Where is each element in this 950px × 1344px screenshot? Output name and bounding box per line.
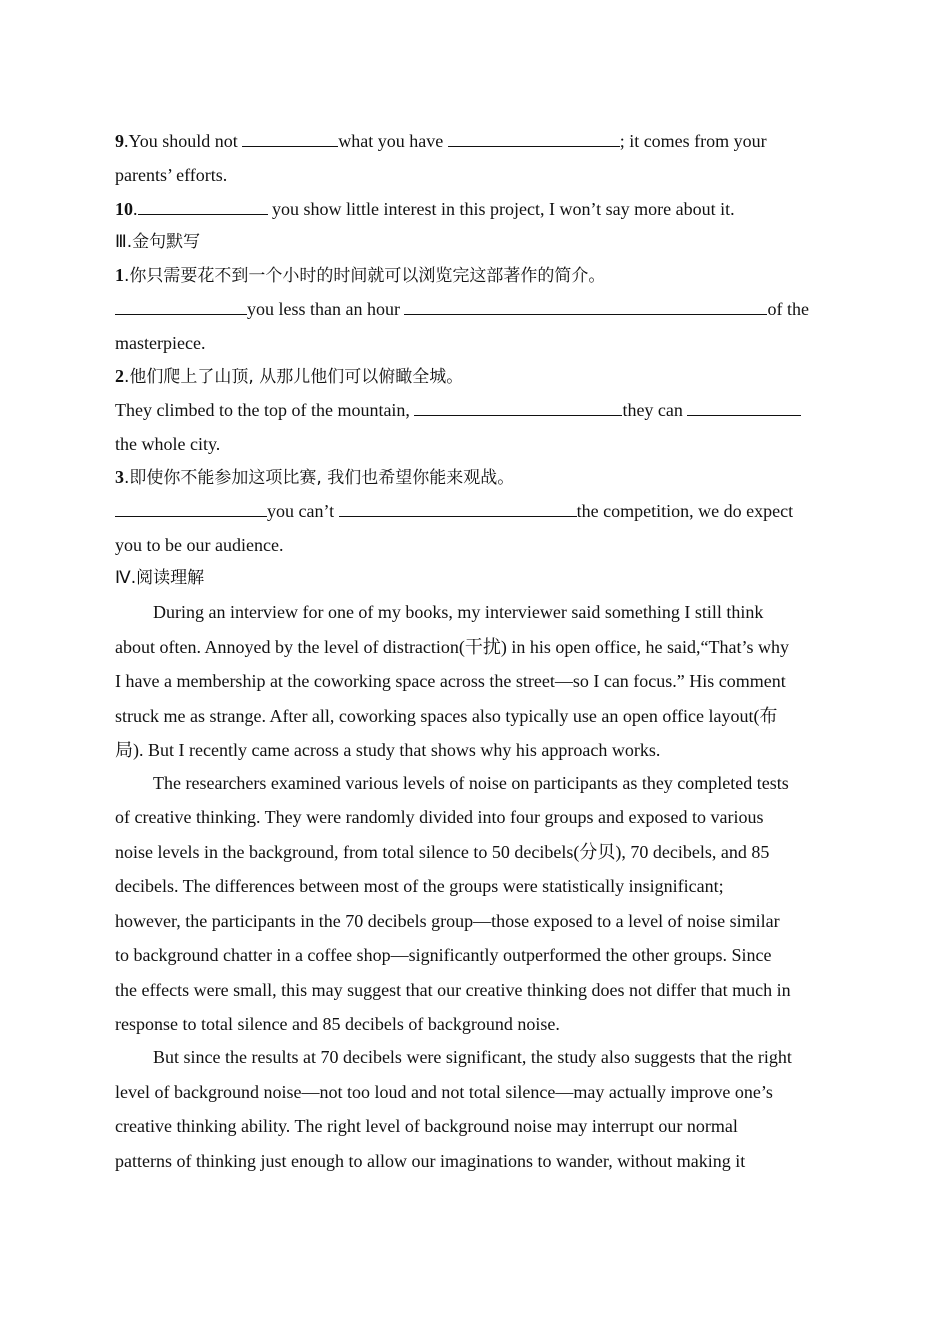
sentence-2-english-line-2 bbox=[115, 432, 840, 456]
sentence-2-text-c: the whole city. bbox=[115, 434, 221, 454]
sentence-1-chinese bbox=[115, 263, 840, 287]
sentence-2-text-b: they can bbox=[622, 400, 688, 420]
section-4-heading: Ⅳ.阅读理解 bbox=[115, 568, 205, 588]
sentence-2-blank-1[interactable] bbox=[414, 398, 622, 416]
passage-line: of creative thinking. They were randomly divided into four groups and exposed to various bbox=[115, 807, 764, 827]
question-9-line-1 bbox=[115, 129, 840, 153]
passage-line: During an interview for one of my books, my interviewer said something I still think bbox=[153, 602, 764, 622]
passage-line: to background chatter in a coffee shop—significantly outperformed the other groups. Since bbox=[115, 945, 772, 965]
passage-line: the effects were small, this may suggest that our creative thinking does not differ that much in bbox=[115, 980, 791, 1000]
section-3-heading: Ⅲ.金句默写 bbox=[115, 232, 201, 252]
passage-line: creative thinking ability. The right level of background noise may interrupt our normal bbox=[115, 1116, 738, 1136]
sentence-3-english-line-1 bbox=[115, 499, 840, 523]
question-9-number: 9 bbox=[115, 131, 124, 151]
question-9-blank-1[interactable] bbox=[242, 129, 338, 147]
passage-line: But since the results at 70 decibels were significant, the study also suggests that the right bbox=[153, 1047, 792, 1067]
passage-line: The researchers examined various levels of noise on participants as they completed tests bbox=[153, 773, 789, 793]
question-9-blank-2[interactable] bbox=[448, 129, 620, 147]
sentence-3-blank-1[interactable] bbox=[115, 499, 267, 517]
sentence-2-chinese-text: .他们爬上了山顶, 从那儿他们可以俯瞰全城。 bbox=[124, 367, 464, 387]
question-9-line-2 bbox=[115, 163, 840, 187]
sentence-3-english-line-2 bbox=[115, 533, 840, 557]
sentence-2-english-line-1 bbox=[115, 398, 840, 422]
passage-line: patterns of thinking just enough to allow our imaginations to wander, without making it bbox=[115, 1151, 746, 1171]
question-9-text-b: what you have bbox=[338, 131, 448, 151]
question-10-text-b: you show little interest in this project, I won’t say more about it. bbox=[267, 199, 735, 219]
passage-line: I have a membership at the coworking space across the street—so I can focus.” His comment bbox=[115, 671, 786, 691]
sentence-2-blank-2[interactable] bbox=[687, 398, 801, 416]
passage-line: level of background noise—not too loud and not total silence—may actually improve one’s bbox=[115, 1082, 773, 1102]
sentence-1-text-b: of the bbox=[767, 299, 809, 319]
sentence-1-english-line-2 bbox=[115, 331, 840, 355]
sentence-3-chinese bbox=[115, 465, 840, 489]
sentence-3-text-c: you to be our audience. bbox=[115, 535, 284, 555]
passage-line: about often. Annoyed by the level of distraction(干扰) in his open office, he said,“That’s why bbox=[115, 637, 790, 657]
question-10-number: 10 bbox=[115, 199, 133, 219]
question-9-text-a: .You should not bbox=[124, 131, 243, 151]
sentence-1-blank-2[interactable] bbox=[404, 297, 767, 315]
question-9-text-d: parents’ efforts. bbox=[115, 165, 228, 185]
sentence-1-text-c: masterpiece. bbox=[115, 333, 206, 353]
sentence-3-text-b: the competition, we do expect bbox=[576, 501, 794, 521]
passage-line: noise levels in the background, from total silence to 50 decibels(分贝), 70 decibels, and 85 bbox=[115, 842, 770, 862]
question-10-text-a: . bbox=[133, 199, 138, 219]
sentence-1-chinese-text: .你只需要花不到一个小时的时间就可以浏览完这部著作的简介。 bbox=[124, 266, 606, 286]
question-10-blank[interactable] bbox=[138, 197, 268, 215]
sentence-2-chinese bbox=[115, 364, 840, 388]
sentence-1-text-a: you less than an hour bbox=[247, 299, 405, 319]
sentence-3-number: 3 bbox=[115, 467, 124, 487]
sentence-3-chinese-text: .即使你不能参加这项比赛, 我们也希望你能来观战。 bbox=[124, 468, 515, 488]
sentence-3-blank-2[interactable] bbox=[339, 499, 577, 517]
passage-line: however, the participants in the 70 decibels group—those exposed to a level of noise similar bbox=[115, 911, 780, 931]
passage-line: response to total silence and 85 decibels of background noise. bbox=[115, 1014, 560, 1034]
passage-line: 局). But I recently came across a study that shows why his approach works. bbox=[115, 740, 661, 760]
question-10-line bbox=[115, 197, 840, 221]
sentence-1-english-line-1 bbox=[115, 297, 840, 321]
question-9-text-c: ; it comes from your bbox=[619, 131, 767, 151]
sentence-3-text-a: you can’t bbox=[267, 501, 339, 521]
passage-line: decibels. The differences between most of the groups were statistically insignificant; bbox=[115, 876, 724, 896]
sentence-1-number: 1 bbox=[115, 265, 124, 285]
sentence-2-number: 2 bbox=[115, 366, 124, 386]
sentence-2-text-a: They climbed to the top of the mountain, bbox=[115, 400, 415, 420]
sentence-1-blank-1[interactable] bbox=[115, 297, 247, 315]
passage-line: struck me as strange. After all, coworking spaces also typically use an open office layout(布 bbox=[115, 706, 778, 726]
